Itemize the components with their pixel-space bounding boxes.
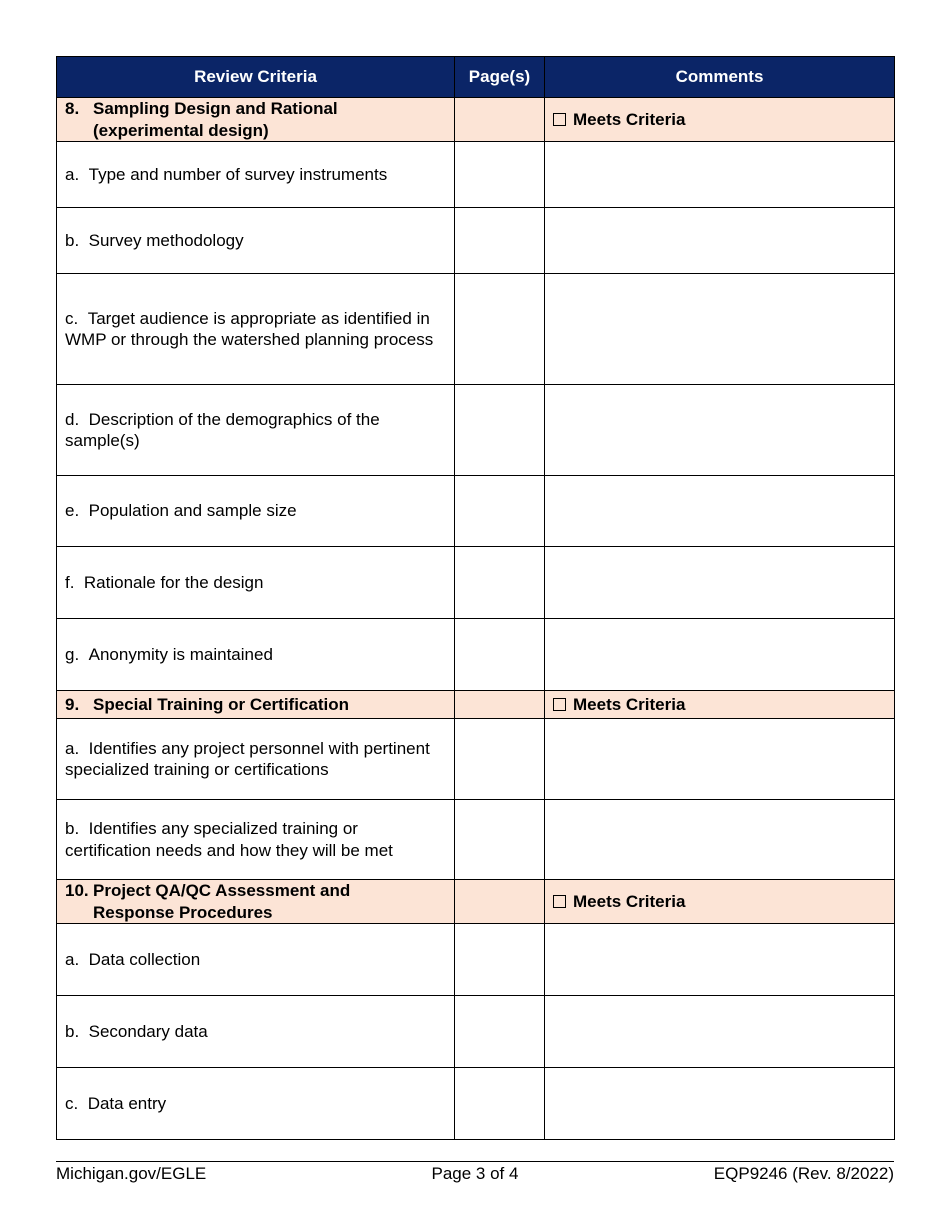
criteria-cell	[57, 274, 455, 385]
pages-cell[interactable]	[455, 996, 545, 1068]
item-text: Identifies any project personnel with pertinent specialized training or certifications	[65, 738, 430, 779]
section-title-line1: Special Training or Certification	[93, 694, 349, 714]
pages-cell[interactable]	[455, 385, 545, 476]
header-pages: Page(s)	[455, 57, 545, 98]
table-row	[57, 274, 895, 385]
item-letter: e.	[65, 501, 80, 521]
meets-criteria-checkbox[interactable]	[553, 698, 566, 711]
item-letter: b.	[65, 819, 80, 838]
section-title-line2: (experimental design)	[93, 120, 269, 140]
meets-criteria-checkbox[interactable]	[553, 895, 566, 908]
section-number: 8.	[65, 99, 80, 118]
item-letter: c.	[65, 1093, 79, 1113]
header-comments: Comments	[545, 57, 895, 98]
pages-cell[interactable]	[455, 208, 545, 274]
item-letter: a.	[65, 949, 80, 969]
criteria-cell	[57, 1068, 455, 1140]
section-title-cell	[57, 691, 455, 719]
item-text: Data entry	[87, 1093, 167, 1113]
section-pages-cell[interactable]	[455, 691, 545, 719]
section-row-10	[57, 880, 895, 924]
pages-cell[interactable]	[455, 719, 545, 800]
section-meets-cell	[545, 691, 895, 719]
meets-criteria-label: Meets Criteria	[573, 109, 686, 129]
table-row	[57, 476, 895, 547]
comments-cell[interactable]	[545, 208, 895, 274]
item-text: Identifies any specialized training or certification needs and how they will be met	[65, 819, 393, 860]
table-row	[57, 385, 895, 476]
header-review-criteria: Review Criteria	[57, 57, 455, 98]
item-letter: c.	[65, 308, 79, 328]
section-row-9	[57, 691, 895, 719]
item-letter: f.	[65, 572, 75, 592]
meets-criteria-label: Meets Criteria	[573, 694, 686, 714]
criteria-cell	[57, 996, 455, 1068]
item-letter: a.	[65, 164, 80, 184]
table-row	[57, 719, 895, 800]
criteria-cell	[57, 208, 455, 274]
pages-cell[interactable]	[455, 1068, 545, 1140]
table-row	[57, 547, 895, 619]
criteria-cell	[57, 924, 455, 996]
comments-cell[interactable]	[545, 924, 895, 996]
item-text: Anonymity is maintained	[88, 644, 273, 664]
table-row	[57, 208, 895, 274]
criteria-cell	[57, 619, 455, 691]
criteria-cell	[57, 800, 455, 880]
comments-cell[interactable]	[545, 1068, 895, 1140]
pages-cell[interactable]	[455, 274, 545, 385]
review-criteria-table	[56, 56, 895, 1140]
comments-cell[interactable]	[545, 719, 895, 800]
item-text: Population and sample size	[88, 501, 297, 521]
meets-criteria-checkbox[interactable]	[553, 113, 566, 126]
table-row	[57, 142, 895, 208]
footer-divider	[56, 1161, 894, 1162]
item-text: Rationale for the design	[83, 572, 264, 592]
footer-website-link[interactable]: Michigan.gov/EGLE	[56, 1164, 207, 1183]
table-row	[57, 996, 895, 1068]
section-pages-cell[interactable]	[455, 880, 545, 924]
item-letter: d.	[65, 409, 80, 429]
pages-cell[interactable]	[455, 547, 545, 619]
item-letter: g.	[65, 644, 80, 664]
footer-page-number: Page 3 of 4	[431, 1164, 519, 1183]
table-row	[57, 1068, 895, 1140]
section-meets-cell	[545, 98, 895, 142]
section-row-8	[57, 98, 895, 142]
comments-cell[interactable]	[545, 142, 895, 208]
comments-cell[interactable]	[545, 996, 895, 1068]
section-title-cell	[57, 880, 455, 924]
section-number: 9.	[65, 694, 80, 714]
item-text: Description of the demographics of the sample(s)	[65, 409, 380, 450]
pages-cell[interactable]	[455, 476, 545, 547]
comments-cell[interactable]	[545, 274, 895, 385]
item-text: Type and number of survey instruments	[88, 164, 388, 184]
section-pages-cell[interactable]	[455, 98, 545, 142]
comments-cell[interactable]	[545, 385, 895, 476]
item-letter: b.	[65, 1021, 80, 1041]
section-number: 10.	[65, 881, 89, 900]
criteria-cell	[57, 142, 455, 208]
section-title-line1: Project QA/QC Assessment and	[93, 881, 351, 900]
criteria-cell	[57, 719, 455, 800]
item-text: Data collection	[88, 949, 201, 969]
item-text: Target audience is appropriate as identified in WMP or through the watershed planning process	[65, 308, 434, 349]
pages-cell[interactable]	[455, 924, 545, 996]
meets-criteria-label: Meets Criteria	[573, 891, 686, 911]
comments-cell[interactable]	[545, 547, 895, 619]
page-footer	[56, 1164, 894, 1184]
comments-cell[interactable]	[545, 476, 895, 547]
criteria-cell	[57, 476, 455, 547]
pages-cell[interactable]	[455, 619, 545, 691]
comments-cell[interactable]	[545, 619, 895, 691]
table-row	[57, 924, 895, 996]
criteria-cell	[57, 547, 455, 619]
pages-cell[interactable]	[455, 142, 545, 208]
table-header-row	[57, 57, 895, 98]
section-title-line2: Response Procedures	[93, 902, 273, 922]
table-row	[57, 800, 895, 880]
section-meets-cell	[545, 880, 895, 924]
item-letter: a.	[65, 738, 80, 758]
table-row	[57, 619, 895, 691]
item-text: Secondary data	[88, 1021, 208, 1041]
criteria-cell	[57, 385, 455, 476]
pages-cell[interactable]	[455, 800, 545, 880]
section-title-line1: Sampling Design and Rational	[93, 99, 338, 118]
item-letter: b.	[65, 230, 80, 250]
section-title-cell	[57, 98, 455, 142]
footer-form-number: EQP9246 (Rev. 8/2022)	[713, 1164, 894, 1183]
comments-cell[interactable]	[545, 800, 895, 880]
item-text: Survey methodology	[88, 230, 244, 250]
